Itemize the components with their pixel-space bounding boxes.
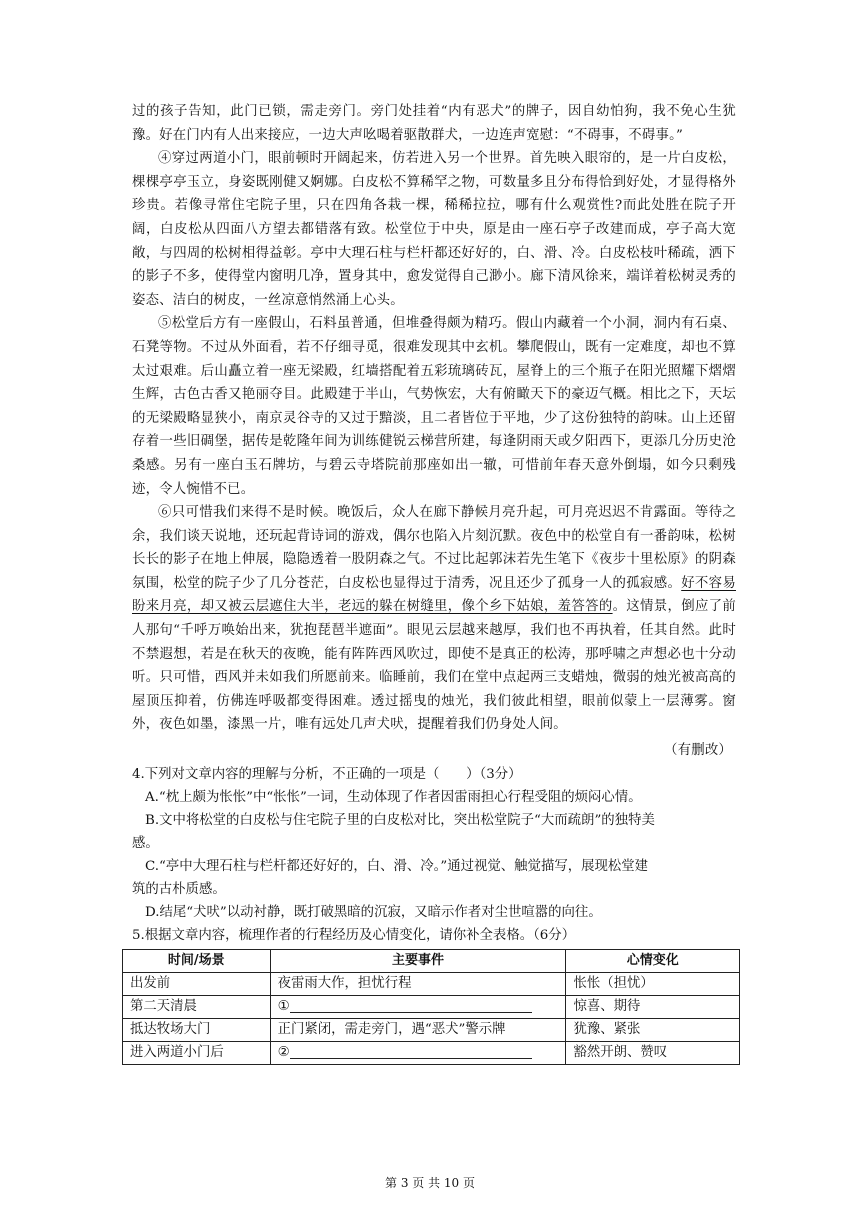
passage-paragraph-4: ④穿过两道小门，眼前顿时开阔起来，仿若进入另一个世界。首先映入眼帘的，是一片白皮松，棵棵亭亭玉立，身姿既刚健又婀娜。白皮松不算稀罕之物，可数量多且分布得恰到好处，才显得格外珍贵。若像寻常住宅院子里，只在四角各栽一棵，稀稀拉拉，哪有什么观赏性?而此处胜在院子开阔，白皮松从四面八方望去都错落有致。松堂位于中央，原是由一座石亭子改建而成，亭子高大宽敞，与四周的松树相得益彰。亭中大理石柱与栏杆都还好好的，白、滑、冷。白皮松枝叶稀疏，洒下的影子不多，使得堂内窗明几净，置身其中，愈发觉得自己渺小。廊下清风徐来，端详着松树灵秀的姿态、洁白的树皮，一丝凉意悄然涌上心头。 xyxy=(132,151,736,308)
table-header-cell: 主要事件 xyxy=(270,949,566,972)
source-note: （有删改） xyxy=(664,743,732,759)
question-4-option-a: A.“枕上颇为怅怅”中“怅怅”一词，生动体现了作者因雷雨担心行程受阻的烦闷心情。 xyxy=(145,789,642,805)
question-4-option-b-cont: 感。 xyxy=(132,835,159,851)
blank-label: ② xyxy=(277,1044,290,1060)
table-cell: 正门紧闭，需走旁门，遇“恶犬”警示牌 xyxy=(270,1018,566,1041)
table-cell: 进入两道小门后 xyxy=(123,1041,271,1064)
table-header-cell: 时间/场景 xyxy=(123,949,271,972)
itinerary-table xyxy=(122,949,740,1065)
answer-blank[interactable] xyxy=(290,998,532,1013)
question-4-option-b: B.文中将松堂的白皮松与住宅院子里的白皮松对比，突出松堂院子“大而疏朗”的独特美 xyxy=(145,812,655,828)
question-5 xyxy=(132,924,736,1065)
table-cell: 抵达牧场大门 xyxy=(123,1018,271,1041)
table-cell-blank[interactable] xyxy=(270,995,566,1018)
page-footer: 第 3 页 共 10 页 xyxy=(385,1176,475,1190)
question-4-option-c: C.“亭中大理石柱与栏杆都还好好的，白、滑、冷。”通过视觉、触觉描写，展现松堂建 xyxy=(145,858,649,874)
underlined-sentence: 好不容易盼来月亮，却又被云层遮住大半，老远的躲在树缝里，像个乡下姑娘，羞答答的 xyxy=(132,575,736,615)
table-cell: 豁然开朗、赞叹 xyxy=(566,1041,740,1064)
question-4-option-d: D.结尾“犬吠”以动衬静，既打破黑暗的沉寂，又暗示作者对尘世喧嚣的向往。 xyxy=(145,904,602,920)
passage-paragraph-6 xyxy=(132,501,736,737)
table-cell: 犹豫、紧张 xyxy=(566,1018,740,1041)
passage-paragraph-3-end: 过的孩子告知，此门已锁，需走旁门。旁门处挂着“内有恶犬”的牌子，因自幼怕狗，我不免心生犹豫。好在门内有人出来接应，一边大声吆喝着驱散群犬，一边连声宽慰：“不碍事，不碍事。” xyxy=(132,104,736,143)
table-row xyxy=(123,1041,740,1064)
paragraph-6-text-a: ⑥只可惜我们来得不是时候。晚饭后，众人在廊下静候月亮升起，可月亮迟迟不肯露面。等待之余，我们谈天说地，还玩起背诗词的游戏，偶尔也陷入片刻沉默。夜色中的松堂自有一番韵味，松树长长的影子在地上伸展，隐隐透着一股阴森之气。不过比起郭沫若先生笔下《夜步十里松原》的阴森氛围，松堂的院子少了几分苍茫，白皮松也显得过于清秀，况且还少了孤身一人的孤寂感。 xyxy=(132,505,736,591)
table-cell: 怅怅（担忧） xyxy=(566,972,740,995)
passage-paragraph-5: ⑤松堂后方有一座假山，石料虽普通，但堆叠得颇为精巧。假山内藏着一个小洞，洞内有石桌、石凳等物。不过从外面看，若不仔细寻觅，很难发现其中玄机。攀爬假山，既有一定难度，却也不算太过艰难。后山矗立着一座无梁殿，红墙搭配着五彩琉璃砖瓦，屋脊上的三个瓶子在阳光照耀下熠熠生辉，古色古香又艳丽夺目。此殿建于半山，气势恢宏，大有俯瞰天下的豪迈气概。相比之下，天坛的无梁殿略显狭小，南京灵谷寺的又过于黯淡，且二者皆位于平地，少了这份独特的韵味。山上还留存着一些旧碉堡，据传是乾隆年间为训练健锐云梯营所建，每逢阴雨天或夕阳西下，更添几分历史沧桑感。另有一座白玉石牌坊，与碧云寺塔院前那座如出一辙，可惜前年春天意外倒塌，如今只剩残迹，令人惋惜不已。 xyxy=(132,316,736,497)
page-content xyxy=(132,100,736,1065)
table-header-cell: 心情变化 xyxy=(566,949,740,972)
table-cell-blank[interactable] xyxy=(270,1041,566,1064)
table-cell: 第二天清晨 xyxy=(123,995,271,1018)
answer-blank[interactable] xyxy=(290,1044,532,1059)
table-cell: 夜雷雨大作，担忧行程 xyxy=(270,972,566,995)
question-5-stem: 5.根据文章内容，梳理作者的行程经历及心情变化，请你补全表格。（6分） xyxy=(132,927,576,943)
paragraph-6-text-b: 。这情景，倒应了前人那句“千呼万唤始出来，犹抱琵琶半遮面”。眼见云层越来越厚，我们也不再执着，任其自然。此时不禁遐想，若是在秋天的夜晚，能有阵阵西风吹过，即使不是真正的松涛，那呼啸之声想必也十分动听。只可惜，西风并未如我们所愿前来。临睡前，我们在堂中点起两三支蜡烛，微弱的烛光被高高的屋顶压抑着，仿佛连呼吸都变得困难。透过摇曳的烛光，我们彼此相望，眼前似蒙上一层薄雾。窗外，夜色如墨，漆黑一片，唯有远处几声犬吠，提醒着我们仍身处人间。 xyxy=(132,599,736,733)
table-row xyxy=(123,972,740,995)
table-cell: 惊喜、期待 xyxy=(566,995,740,1018)
question-4 xyxy=(132,763,736,924)
table-row xyxy=(123,995,740,1018)
table-header-row xyxy=(123,949,740,972)
question-4-option-c-cont: 筑的古朴质感。 xyxy=(132,881,226,897)
blank-label: ① xyxy=(277,998,290,1014)
reading-passage xyxy=(132,100,736,763)
table-cell: 出发前 xyxy=(123,972,271,995)
table-row xyxy=(123,1018,740,1041)
question-4-stem: 4.下列对文章内容的理解与分析，不正确的一项是（ ）（3分） xyxy=(132,766,522,782)
